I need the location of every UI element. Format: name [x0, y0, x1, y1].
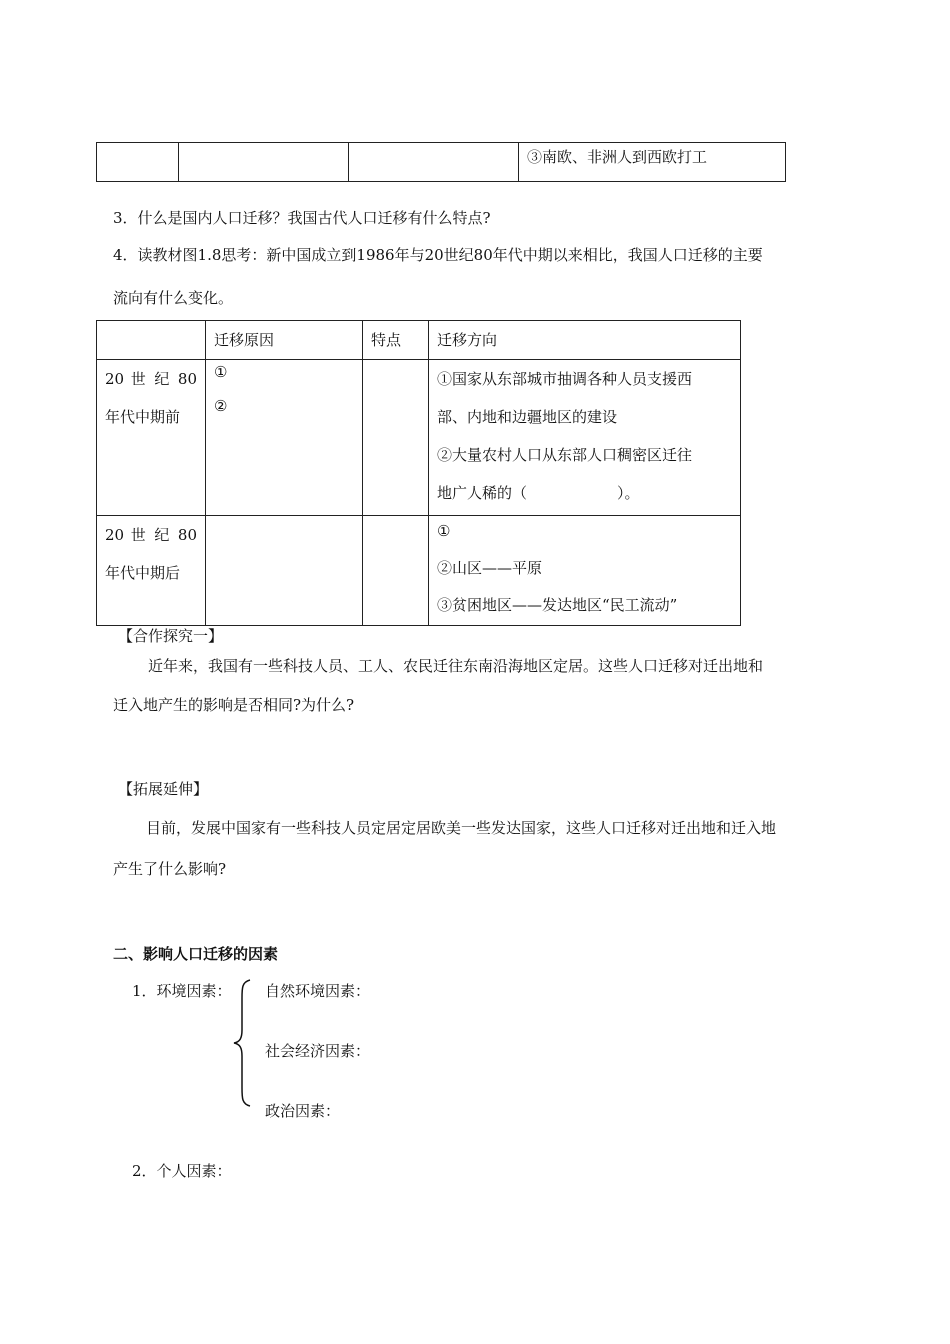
env-factors-label: 1．环境因素： [132, 982, 232, 1000]
migration-table [96, 320, 741, 626]
ext-heading: 【拓展延伸】 [118, 780, 209, 798]
top-table-text: ③南欧、非洲人到西欧打工 [527, 148, 708, 166]
row2-reasons [206, 516, 363, 626]
row1-direction: ①国家从东部城市抽调各种人员支援西 部、内地和边疆地区的建设 ②大量农村人口从东部人口稠密区迁往 地广人稀的（ ）。 [429, 360, 741, 516]
header-reason: 迁移原因 [206, 321, 363, 360]
coop-heading: 【合作探究一】 [118, 627, 224, 645]
row2-label: 20 世 纪 80 年代中期后 [97, 516, 206, 626]
ext-line2: 产生了什么影响? [113, 860, 227, 878]
row1-feature [363, 360, 429, 516]
coop-line2: 迁入地产生的影响是否相同?为什么? [113, 696, 355, 714]
header-empty [97, 321, 206, 360]
row1-reasons: ① ② [206, 360, 363, 516]
row2-feature [363, 516, 429, 626]
coop-line1: 近年来，我国有一些科技人员、工人、农民迁往东南沿海地区定居。这些人口迁移对迁出地和 [148, 657, 764, 675]
row2-direction: ① ②山区——平原 ③贫困地区——发达地区“民工流动” [429, 516, 741, 626]
header-feature: 特点 [363, 321, 429, 360]
top-table-cell [519, 143, 786, 182]
top-table-cell [179, 143, 349, 182]
ext-line1: 目前，发展中国家有一些科技人员定居定居欧美一些发达国家，这些人口迁移对迁出地和迁入地 [146, 819, 777, 837]
section-2-title: 二、影响人口迁移的因素 [113, 945, 279, 963]
top-table-cell [97, 143, 179, 182]
political-factor: 政治因素： [265, 1102, 341, 1120]
socio-economic-factor: 社会经济因素： [265, 1042, 371, 1060]
question-4-line2: 流向有什么变化。 [113, 289, 234, 307]
top-table [96, 142, 786, 182]
header-direction: 迁移方向 [429, 321, 741, 360]
personal-factors-label: 2．个人因素： [132, 1162, 232, 1180]
question-4-line1: 4．读教材图1.8思考：新中国成立到1986年与20世纪80年代中期以来相比，我国人口迁移的主要 [113, 246, 763, 264]
top-table-cell [349, 143, 519, 182]
natural-factor: 自然环境因素： [265, 982, 371, 1000]
curly-brace [228, 978, 258, 1108]
row1-label: 20 世 纪 80 年代中期前 [97, 360, 206, 516]
question-3: 3．什么是国内人口迁移？我国古代人口迁移有什么特点? [113, 209, 491, 227]
